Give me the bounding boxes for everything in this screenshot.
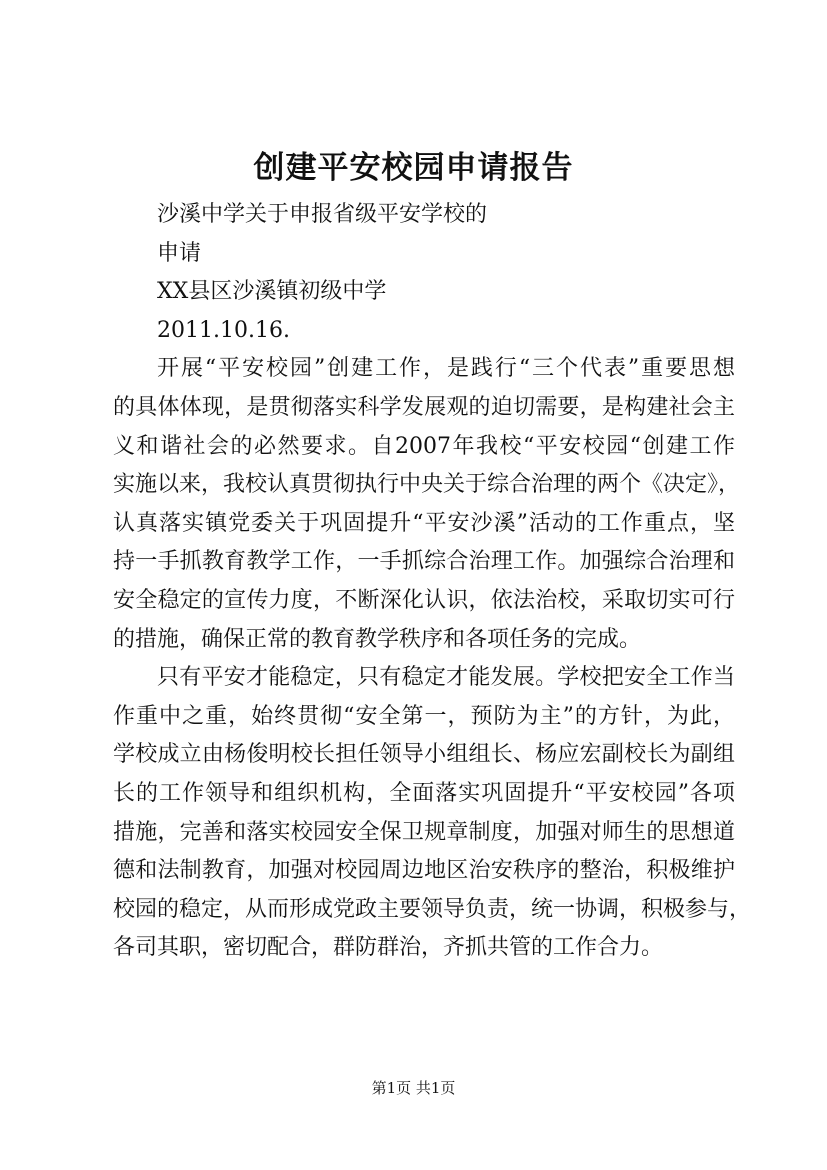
- paragraph-2-line: 只有平安才能稳定，只有稳定才能发展。学校把安全工作当: [157, 665, 735, 691]
- paragraph-2-line: 长的工作领导和组织机构，全面落实巩固提升“平安校园”各项: [113, 780, 735, 806]
- paragraph-1-last-line: 的措施，确保正常的教育教学秩序和各项任务的完成。: [113, 626, 642, 652]
- paragraph-1-line: 持一手抓教育教学工作，一手抓综合治理工作。加强综合治理和: [113, 549, 735, 575]
- header-line-application: 申请: [157, 240, 202, 266]
- page-number-footer: 第1页 共1页: [371, 1079, 456, 1097]
- paragraph-2-line: 措施，完善和落实校园安全保卫规章制度，加强对师生的思想道: [113, 819, 735, 845]
- header-line-school-application: 沙溪中学关于申报省级平安学校的: [157, 202, 488, 227]
- paragraph-2-last-line: 各司其职，密切配合，群防群治，齐抓共管的工作合力。: [113, 935, 664, 961]
- header-line-school-name: XX县区沙溪镇初级中学: [157, 279, 387, 305]
- document-title: 创建平安校园申请报告: [253, 150, 574, 186]
- paragraph-2-line: 德和法制教育，加强对校园周边地区治安秩序的整治，积极维护: [113, 858, 735, 884]
- paragraph-2-line: 校园的稳定，从而形成党政主要领导负责，统一协调，积极参与，: [113, 896, 752, 922]
- paragraph-1-line: 实施以来，我校认真贯彻执行中央关于综合治理的两个《决定》，: [113, 472, 741, 498]
- paragraph-1-line: 安全稳定的宣传力度，不断深化认识，依法治校，采取切实可行: [113, 587, 735, 613]
- document-body: [113, 196, 752, 968]
- paragraph-1-line: 义和谐社会的必然要求。自2007年我校“平安校园“创建工作: [113, 433, 735, 459]
- paragraph-1-line: 的具体体现，是贯彻落实科学发展观的迫切需要，是构建社会主: [113, 394, 735, 420]
- paragraph-2-line: 作重中之重，始终贯彻“安全第一，预防为主”的方针，为此，: [113, 703, 735, 729]
- paragraph-1-line: 认真落实镇党委关于巩固提升“平安沙溪”活动的工作重点，坚: [113, 510, 735, 536]
- header-line-date: 2011.10.16.: [157, 317, 290, 343]
- paragraph-1-line: 开展“平安校园”创建工作，是践行“三个代表”重要思想: [157, 356, 735, 382]
- paragraph-2-line: 学校成立由杨俊明校长担任领导小组组长、杨应宏副校长为副组: [113, 742, 735, 768]
